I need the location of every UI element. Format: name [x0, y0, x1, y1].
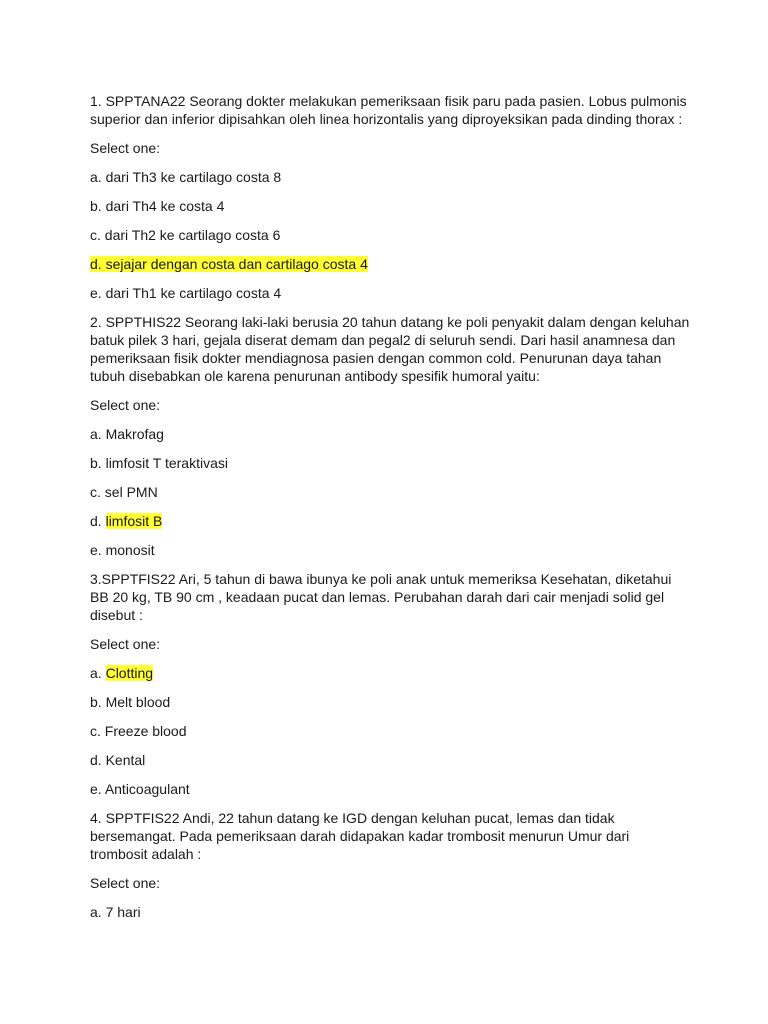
option-text: sel PMN	[104, 484, 158, 500]
question-2-option-e	[90, 541, 690, 559]
document-page	[90, 92, 690, 932]
question-3-stem	[90, 570, 690, 624]
option-letter: a.	[90, 426, 102, 442]
option-text: dari Th3 ke cartilago costa 8	[105, 169, 282, 185]
option-letter: a.	[90, 904, 102, 920]
option-text: dari Th2 ke cartilago costa 6	[104, 227, 281, 243]
question-2-option-d	[90, 512, 690, 530]
question-1-option-d	[90, 255, 690, 273]
question-1-option-e	[90, 284, 690, 302]
option-letter: e.	[90, 285, 102, 301]
option-text: dari Th1 ke cartilago costa 4	[105, 285, 282, 301]
question-2-stem-text: 2. SPPTHIS22 Seorang laki-laki berusia 20 tahun datang ke poli penyakit dalam dengan keluhan batuk pilek 3 hari, gejala diserat demam dan pegal2 di seluruh sendi. Dari hasil anamnesa dan pemeriksaan fisik dokter mendiagnosa pasien dengan common cold. Penurunan daya tahan tubuh disebabkan ole karena penurunan antibody spesifik humoral yaitu:	[90, 314, 690, 384]
question-3-select-label: Select one:	[90, 636, 161, 652]
question-1-select-label: Select one:	[90, 140, 161, 156]
option-text: Makrofag	[105, 426, 164, 442]
option-text: 7 hari	[105, 904, 141, 920]
option-letter: a.	[90, 169, 102, 185]
question-1-option-b	[90, 197, 690, 215]
option-text: Kental	[105, 752, 146, 768]
option-text: dari Th4 ke costa 4	[105, 198, 225, 214]
highlighted-answer: limfosit B	[105, 513, 163, 529]
option-text: Anticoagulant	[104, 781, 190, 797]
question-3-option-d	[90, 751, 690, 769]
option-letter: c.	[90, 723, 101, 739]
highlighted-answer	[90, 256, 368, 272]
option-letter: b.	[90, 198, 102, 214]
option-text: limfosit T teraktivasi	[105, 455, 228, 471]
option-letter: d.	[90, 513, 102, 529]
option-text: sejajar dengan costa dan cartilago costa 4	[105, 256, 368, 272]
question-3-option-b	[90, 693, 690, 711]
question-4-option-a	[90, 903, 690, 921]
option-letter: e.	[90, 781, 102, 797]
option-letter: b.	[90, 455, 102, 471]
question-1-option-a	[90, 168, 690, 186]
option-letter: d.	[90, 256, 102, 272]
option-letter: e.	[90, 542, 102, 558]
question-1-stem-text: 1. SPPTANA22 Seorang dokter melakukan pemeriksaan fisik paru pada pasien. Lobus pulmonis superior dan inferior dipisahkan oleh linea horizontalis yang diproyeksikan pada dinding thorax :	[90, 93, 687, 127]
question-2-option-a	[90, 425, 690, 443]
option-letter: d.	[90, 752, 102, 768]
question-3-option-c	[90, 722, 690, 740]
question-2-option-b	[90, 454, 690, 472]
question-4-stem-text: 4. SPPTFIS22 Andi, 22 tahun datang ke IGD dengan keluhan pucat, lemas dan tidak bersemangat. Pada pemeriksaan darah didapakan kadar trombosit menurun Umur dari trombosit adalah :	[90, 810, 630, 862]
question-3-option-a	[90, 664, 690, 682]
question-4-stem	[90, 809, 690, 863]
question-3-stem-text: 3.SPPTFIS22 Ari, 5 tahun di bawa ibunya ke poli anak untuk memeriksa Kesehatan, diketahui BB 20 kg, TB 90 cm , keadaan pucat dan lemas. Perubahan darah dari cair menjadi solid gel disebut :	[90, 571, 672, 623]
option-text: monosit	[105, 542, 155, 558]
question-4-select-label: Select one:	[90, 875, 161, 891]
question-2-option-c	[90, 483, 690, 501]
question-1-option-c	[90, 226, 690, 244]
question-2-stem	[90, 313, 690, 385]
question-1-stem	[90, 92, 690, 128]
option-letter: c.	[90, 227, 101, 243]
option-letter: c.	[90, 484, 101, 500]
option-letter: a.	[90, 665, 102, 681]
option-letter: b.	[90, 694, 102, 710]
option-text: Melt blood	[105, 694, 171, 710]
question-2-select-label: Select one:	[90, 397, 161, 413]
highlighted-answer: Clotting	[105, 665, 154, 681]
option-text: Freeze blood	[104, 723, 187, 739]
question-3-option-e	[90, 780, 690, 798]
